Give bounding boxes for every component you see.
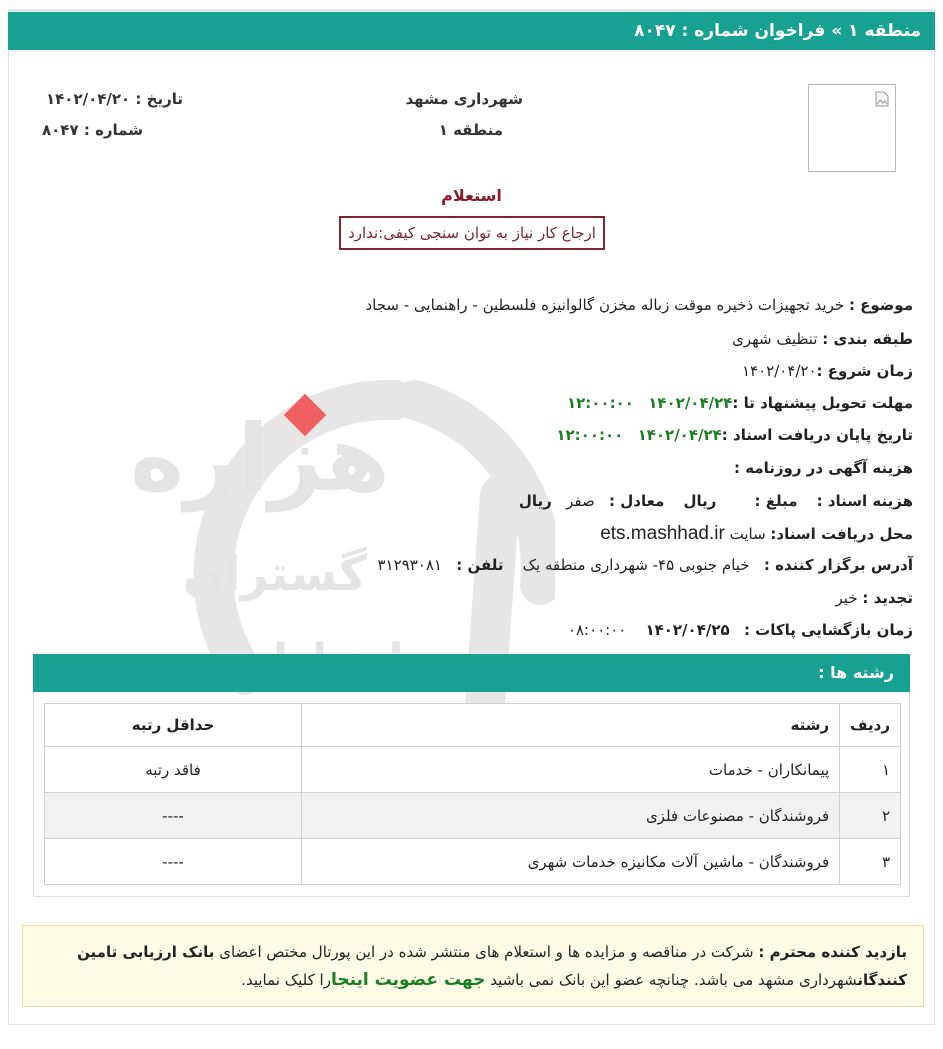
- start-row: [742, 362, 913, 380]
- notice-text-1: شرکت در مناقصه و مزایده ها و استعلام های منتشر شده در این پورتال مختص اعضای: [219, 943, 754, 961]
- doc-type-title: استعلام: [441, 186, 502, 205]
- col-row: ردیف: [840, 704, 901, 747]
- ad-cost-row: [734, 459, 913, 477]
- receive-label: محل دریافت اسناد:: [770, 525, 913, 543]
- receive-row: [600, 523, 913, 545]
- cell-field: پیمانکاران - خدمات: [302, 747, 840, 793]
- docs-end-date: ۱۴۰۲/۰۴/۲۴: [637, 426, 722, 444]
- phone-value: ۳۱۲۹۳۰۸۱: [377, 556, 442, 574]
- cell-row: ۲: [840, 793, 901, 839]
- deadline-time: ۱۲:۰۰:۰۰: [566, 394, 634, 412]
- fields-section-title: رشته ها :: [818, 663, 894, 682]
- equiv-label: معادل :: [609, 492, 665, 510]
- cell-min-rank: ----: [45, 793, 302, 839]
- receive-url-link[interactable]: ets.mashhad.ir: [600, 523, 725, 544]
- docs-end-label: تاریخ پایان دریافت اسناد :: [721, 426, 913, 444]
- cell-field: فروشندگان - ماشین آلات مکانیزه خدمات شهری: [302, 839, 840, 885]
- opening-row: [568, 621, 913, 639]
- quality-note: ارجاع کار نیاز به توان سنجی کیفی:ندارد: [348, 224, 596, 242]
- table-row: [45, 793, 901, 839]
- membership-notice: [22, 925, 924, 1007]
- table-row: [45, 839, 901, 885]
- rial-label-2: ریال: [518, 492, 552, 510]
- cell-row: ۱: [840, 747, 901, 793]
- ad-cost-label: هزینه آگهی در روزنامه :: [734, 459, 913, 477]
- doc-cost-label: هزینه اسناد :: [816, 492, 913, 510]
- renewal-row: [836, 589, 913, 607]
- category-value: تنظیف شهری: [732, 330, 818, 348]
- category-row: [732, 330, 913, 348]
- date-value: ۱۴۰۲/۰۴/۲۰: [45, 90, 131, 108]
- number-row: [42, 121, 143, 139]
- amount-label: مبلغ :: [754, 492, 798, 510]
- equiv-value: صفر: [566, 492, 595, 510]
- address-label: آدرس برگزار کننده :: [763, 556, 913, 574]
- subject-value: خرید تجهیزات ذخیره موقت زباله مخزن گالوانیزه فلسطین - راهنمایی - سجاد: [365, 296, 845, 314]
- category-label: طبقه بندی :: [822, 330, 913, 348]
- deadline-date: ۱۴۰۲/۰۴/۲۴: [648, 394, 733, 412]
- renewal-label: تجدید :: [862, 589, 913, 607]
- col-field: رشته: [302, 704, 840, 747]
- address-row: [377, 556, 913, 574]
- number-value: ۸۰۴۷: [41, 121, 79, 139]
- address-value: خیام جنوبی ۴۵- شهرداری منطقه یک: [522, 556, 750, 574]
- watermark-word-1: هزاره: [130, 405, 390, 512]
- col-min-rank: حداقل رتبه: [45, 704, 302, 747]
- doc-cost-row: [519, 492, 913, 510]
- fields-section-header: [33, 654, 910, 692]
- org-logo-placeholder: [808, 84, 896, 172]
- subject-row: [365, 296, 913, 314]
- table-row: [45, 747, 901, 793]
- cell-row: ۳: [840, 839, 901, 885]
- page-title: منطقه ۱ » فراخوان شماره : ۸۰۴۷: [634, 21, 921, 41]
- start-value: ۱۴۰۲/۰۴/۲۰: [741, 362, 817, 380]
- phone-label: تلفن :: [456, 556, 504, 574]
- number-label: شماره :: [83, 121, 143, 139]
- deadline-row: [567, 394, 913, 412]
- opening-date: ۱۴۰۲/۰۴/۲۵: [645, 621, 730, 639]
- membership-link[interactable]: جهت عضویت اینجا: [330, 970, 486, 990]
- cell-min-rank: ----: [45, 839, 302, 885]
- start-label: زمان شروع :: [816, 362, 913, 380]
- notice-text-2: شهرداری مشهد می باشد. چنانچه عضو این بانک نمی باشید: [490, 971, 858, 989]
- notice-text-3: را کلیک نمایید.: [241, 971, 331, 989]
- date-row: [46, 90, 183, 108]
- quality-note-box: [339, 216, 605, 250]
- receive-site: سایت: [729, 525, 766, 543]
- deadline-label: مهلت تحویل پیشنهاد تا :: [732, 394, 913, 412]
- fields-table: [44, 703, 901, 885]
- docs-end-time: ۱۲:۰۰:۰۰: [556, 426, 624, 444]
- renewal-value: خیر: [835, 589, 858, 607]
- date-label: تاریخ :: [135, 90, 183, 108]
- page-header-bar: [8, 12, 935, 50]
- org-region: منطقه ۱: [438, 121, 503, 139]
- broken-image-icon: [875, 91, 889, 107]
- subject-label: موضوع :: [848, 296, 913, 314]
- org-name: شهرداری مشهد: [405, 90, 523, 108]
- cell-min-rank: فاقد رتبه: [45, 747, 302, 793]
- notice-bank: بانک ارزیابی تامین کنندگان: [77, 943, 907, 989]
- table-header-row: [45, 704, 901, 747]
- docs-end-row: [556, 426, 913, 444]
- cell-field: فروشندگان - مصنوعات فلزی: [302, 793, 840, 839]
- rial-label-1: ریال: [683, 492, 717, 510]
- opening-label: زمان بازگشایی پاکات :: [743, 621, 913, 639]
- opening-time: ۰۸:۰۰:۰۰: [567, 621, 627, 639]
- watermark-word-2: گستران: [183, 546, 367, 602]
- notice-greeting: بازدید کننده محترم :: [758, 943, 907, 961]
